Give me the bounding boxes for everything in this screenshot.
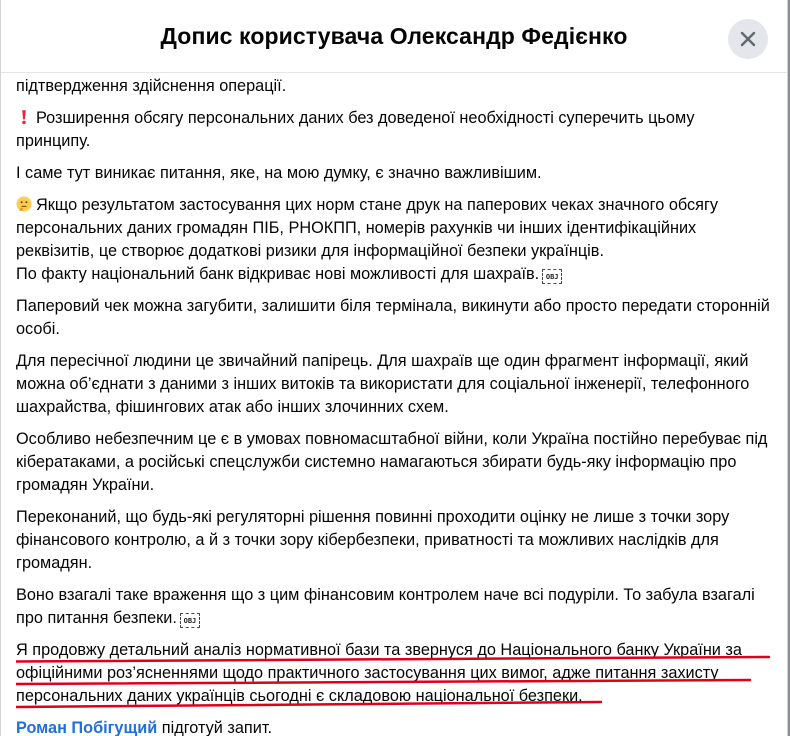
post-paragraph: Роман Побігущий підготуй запит. xyxy=(16,719,272,736)
thinking-face-icon xyxy=(16,196,32,212)
object-placeholder-icon: OBJ xyxy=(180,613,200,628)
post-paragraph: Для пересічної людини це звичайний папірець. Для шахраїв ще один фрагмент інформації, який можна об’єднати з даними з інших витоків та використати для соціальної інженерії, телефонного шахрайства, фішингових атак або інших злочинних схем. xyxy=(16,352,750,416)
post-paragraph: Паперовий чек можна загубити, залишити біля термінала, викинути або просто передати сторонній особі. xyxy=(16,297,770,338)
exclamation-icon xyxy=(16,109,32,125)
highlighted-paragraph xyxy=(16,639,771,708)
post-paragraph: І саме тут виникає питання, яке, на мою думку, є значно важливішим. xyxy=(16,164,542,182)
dialog-header xyxy=(1,0,787,73)
close-button[interactable] xyxy=(728,19,768,59)
close-icon xyxy=(738,29,758,49)
user-mention-link[interactable]: Роман Побігущий xyxy=(16,719,158,736)
post-paragraph: Якщо результатом застосування цих норм стане друк на паперових чеках значного обсягу персональних даних громадян ПІБ, РНОКПП, номерів рахунків чи інших ідентифікаційних реквізитів, це створює додаткові ризики для інформаційної безпеки українців. По факту національний банк відкриває нові можливості для шахраїв. OBJ xyxy=(16,196,719,283)
post-paragraph: Особливо небезпечним це є в умовах повномасштабної війни, коли Україна постійно перебуває під кібератаками, а російські спецслужби системно намагаються збирати будь-яку інформацію про громадян України. xyxy=(16,430,768,494)
post-paragraph: Воно взагалі таке враження що з цим фінансовим контролем наче всі подуріли. То забула взагалі про питання безпеки. OBJ xyxy=(16,586,755,627)
dialog-title: Допис користувача Олександр Федієнко xyxy=(160,22,628,49)
post-paragraph: Переконаний, що будь-які регуляторні рішення повинні проходити оцінку не лише з точки зору фінансового контролю, а й з точки зору кібербезпеки, приватності та можливих наслідків для громадян. xyxy=(16,508,730,572)
object-placeholder-icon: OBJ xyxy=(542,269,562,284)
post-body xyxy=(1,73,787,736)
post-paragraph: Я продовжу детальний аналіз нормативної бази та звернуся до Національного банку України за офіційними роз’ясненнями щодо практичного застосування цих вимог, адже питання захисту персональних даних українців сьогодні є складовою національної безпеки. xyxy=(16,641,742,705)
post-paragraph: Розширення обсягу персональних даних без доведеної необхідності суперечить цьому принципу. xyxy=(16,109,695,150)
post-paragraph: підтвердження здійснення операції. xyxy=(16,77,287,95)
